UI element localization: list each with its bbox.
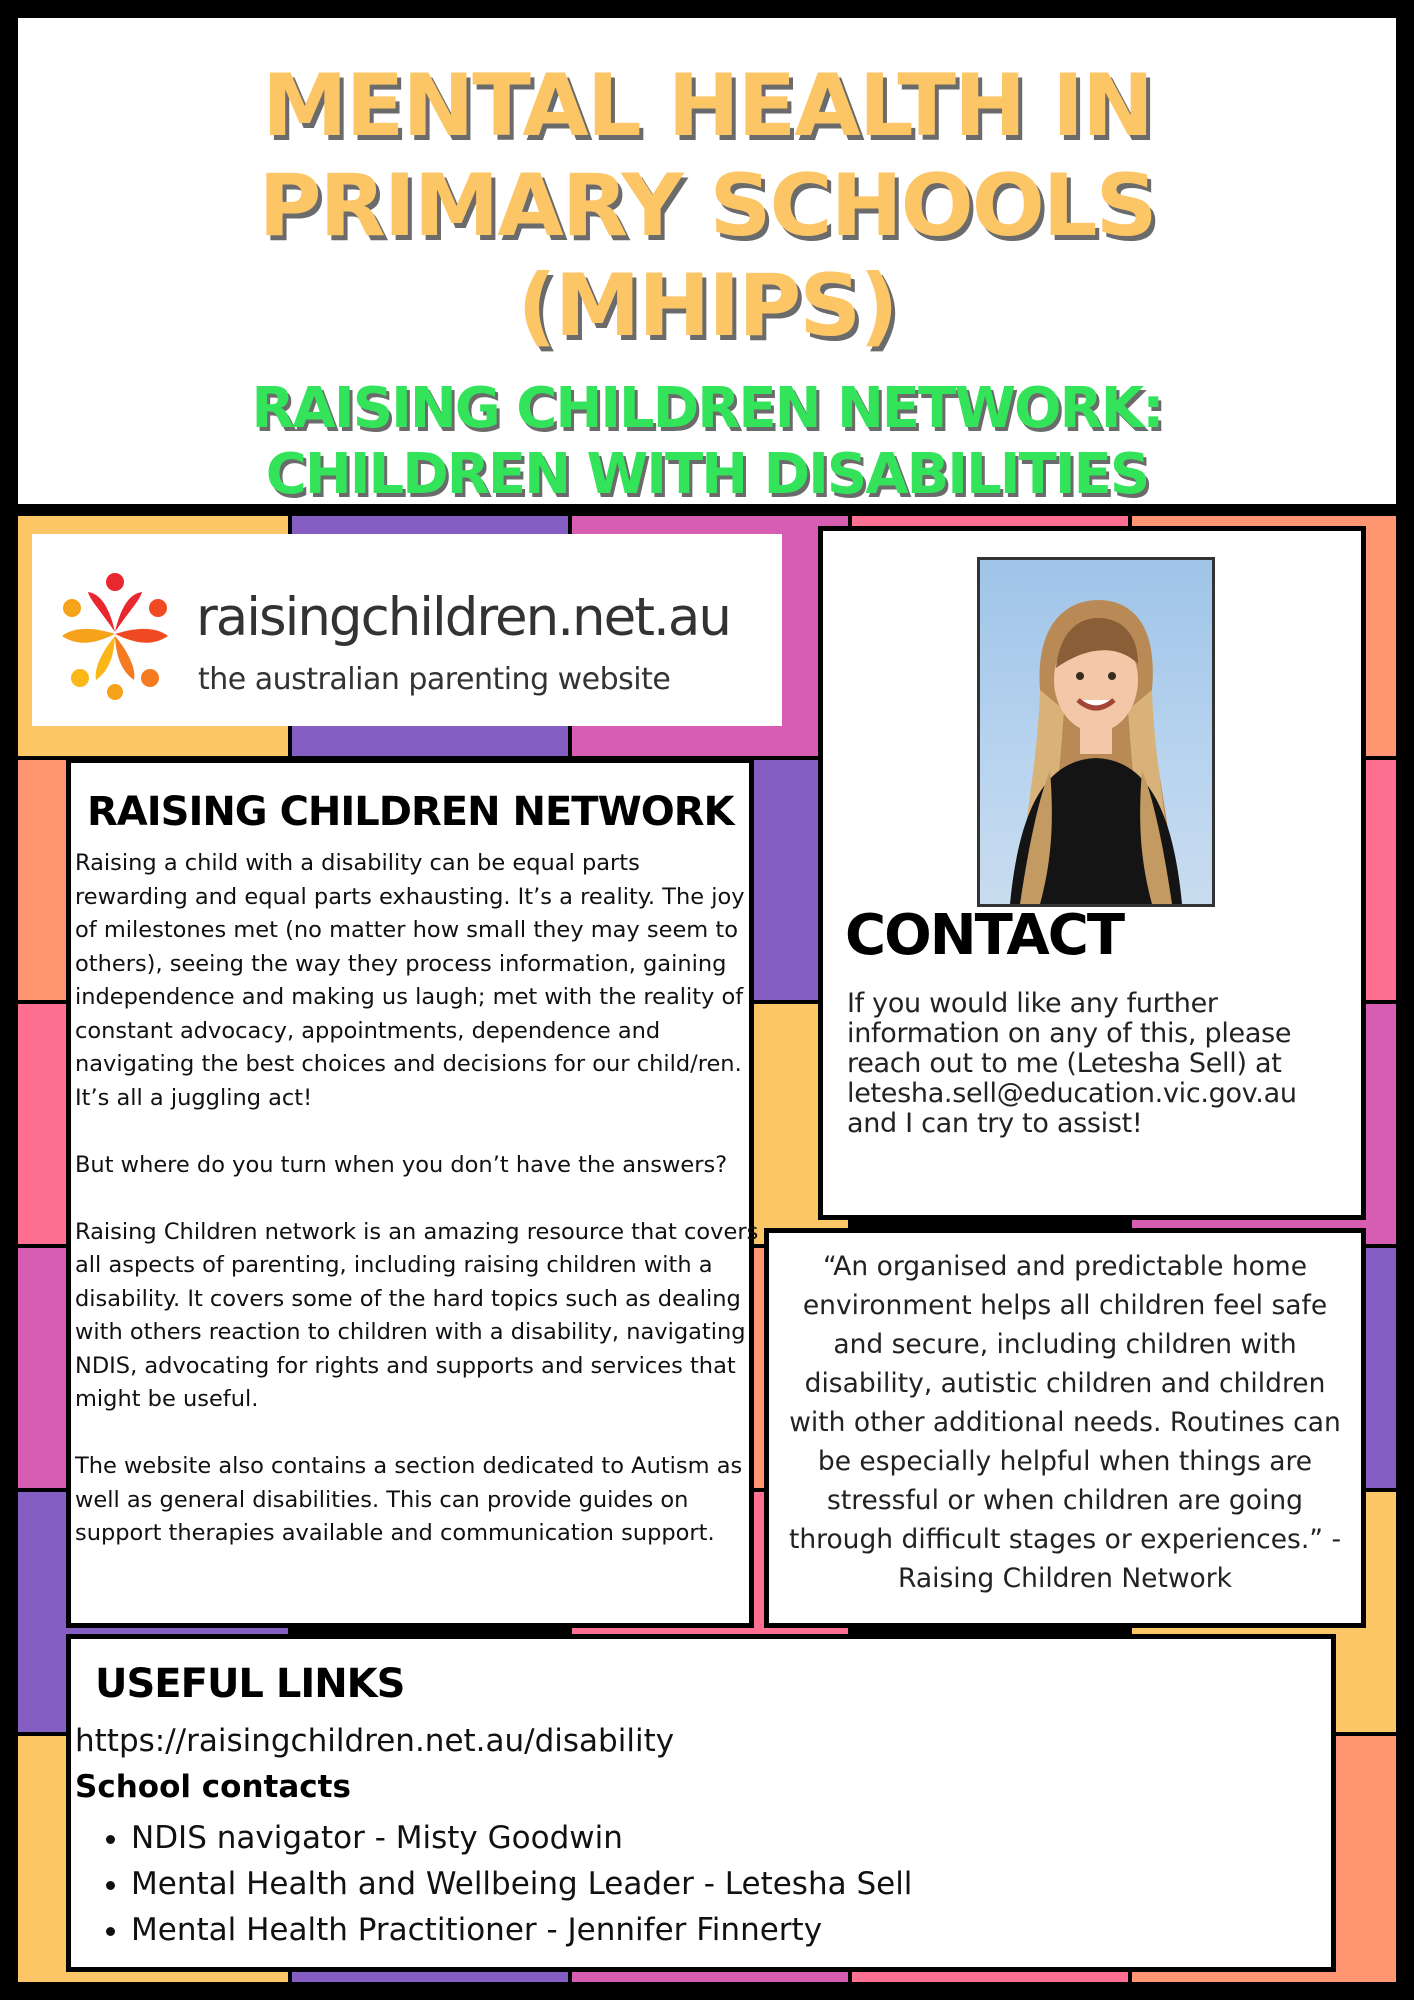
raisingchildren-logo <box>32 534 782 726</box>
list-item: • Mental Health Practitioner - Jennifer Finnerty <box>131 1907 912 1953</box>
title-line: MENTAL HEALTH IN <box>262 56 1152 156</box>
contact-section <box>818 526 1366 1220</box>
paragraph: The website also contains a section dedicated to Autism as well as general disabilities. This can provide guides on support therapies available and communication support. <box>75 1453 743 1546</box>
quote-section <box>764 1228 1366 1628</box>
list-item: • NDIS navigator - Misty Goodwin <box>131 1815 912 1861</box>
quote-text: “An organised and predictable home environment helps all children feel safe and secure, including children with disability, autistic children and children with other additional needs. Routines can be especially helpful when things are stressful or when children are going through difficult stages or experiences.” - Raising Children Network <box>788 1251 1342 1594</box>
contact-photo <box>977 557 1215 907</box>
paragraph: But where do you turn when you don’t have the answers? <box>75 1151 728 1178</box>
links-heading: USEFUL LINKS <box>95 1661 405 1707</box>
logo-tagline: the australian parenting website <box>198 662 671 697</box>
list-item: • Mental Health and Wellbeing Leader - Letesha Sell <box>131 1861 912 1907</box>
contact-text: If you would like any further information on any of this, please reach out to me (Letesha Sell) at letesha.sell@education.vic.gov.au and I can try to assist! <box>847 988 1297 1139</box>
person-portrait-icon <box>980 560 1212 904</box>
section-heading: RAISING CHILDREN NETWORK <box>87 789 734 835</box>
subtitle-line: CHILDREN WITH DISABILITIES <box>265 442 1149 507</box>
subtitle-line: RAISING CHILDREN NETWORK: <box>251 376 1163 441</box>
raising-children-network-section <box>66 758 759 1628</box>
flower-logo-icon <box>50 570 180 700</box>
title-line: PRIMARY SCHOOLS <box>258 156 1156 256</box>
header <box>18 18 1396 507</box>
school-contacts-heading: School contacts <box>75 1769 351 1805</box>
paragraph: Raising a child with a disability can be equal parts rewarding and equal parts exhausting. It’s a reality. The joy of milestones met (no matter how small they may seem to others), seeing the way they process information, gaining independence and making us laugh; met with the reality of constant advocacy, appointments, dependence and navigating the best choices and decisions for our child/ren. It’s all a juggling act! <box>75 850 745 1111</box>
disability-link[interactable]: https://raisingchildren.net.au/disability <box>75 1723 675 1759</box>
school-contacts-list <box>71 1815 912 1953</box>
useful-links-section <box>66 1634 1336 1972</box>
page-title <box>18 56 1396 356</box>
logo-wordmark: raisingchildren.net.au <box>196 587 730 648</box>
section-body <box>75 847 759 1584</box>
contact-heading: CONTACT <box>845 903 1124 968</box>
page-subtitle <box>18 376 1396 508</box>
paragraph: Raising Children network is an amazing resource that covers all aspects of parenting, including raising children with a disability. It covers some of the hard topics such as dealing with others reaction to children with a disability, navigating NDIS, advocating for rights and supports and services that might be useful. <box>75 1218 759 1412</box>
title-line: (MHIPS) <box>517 256 897 356</box>
